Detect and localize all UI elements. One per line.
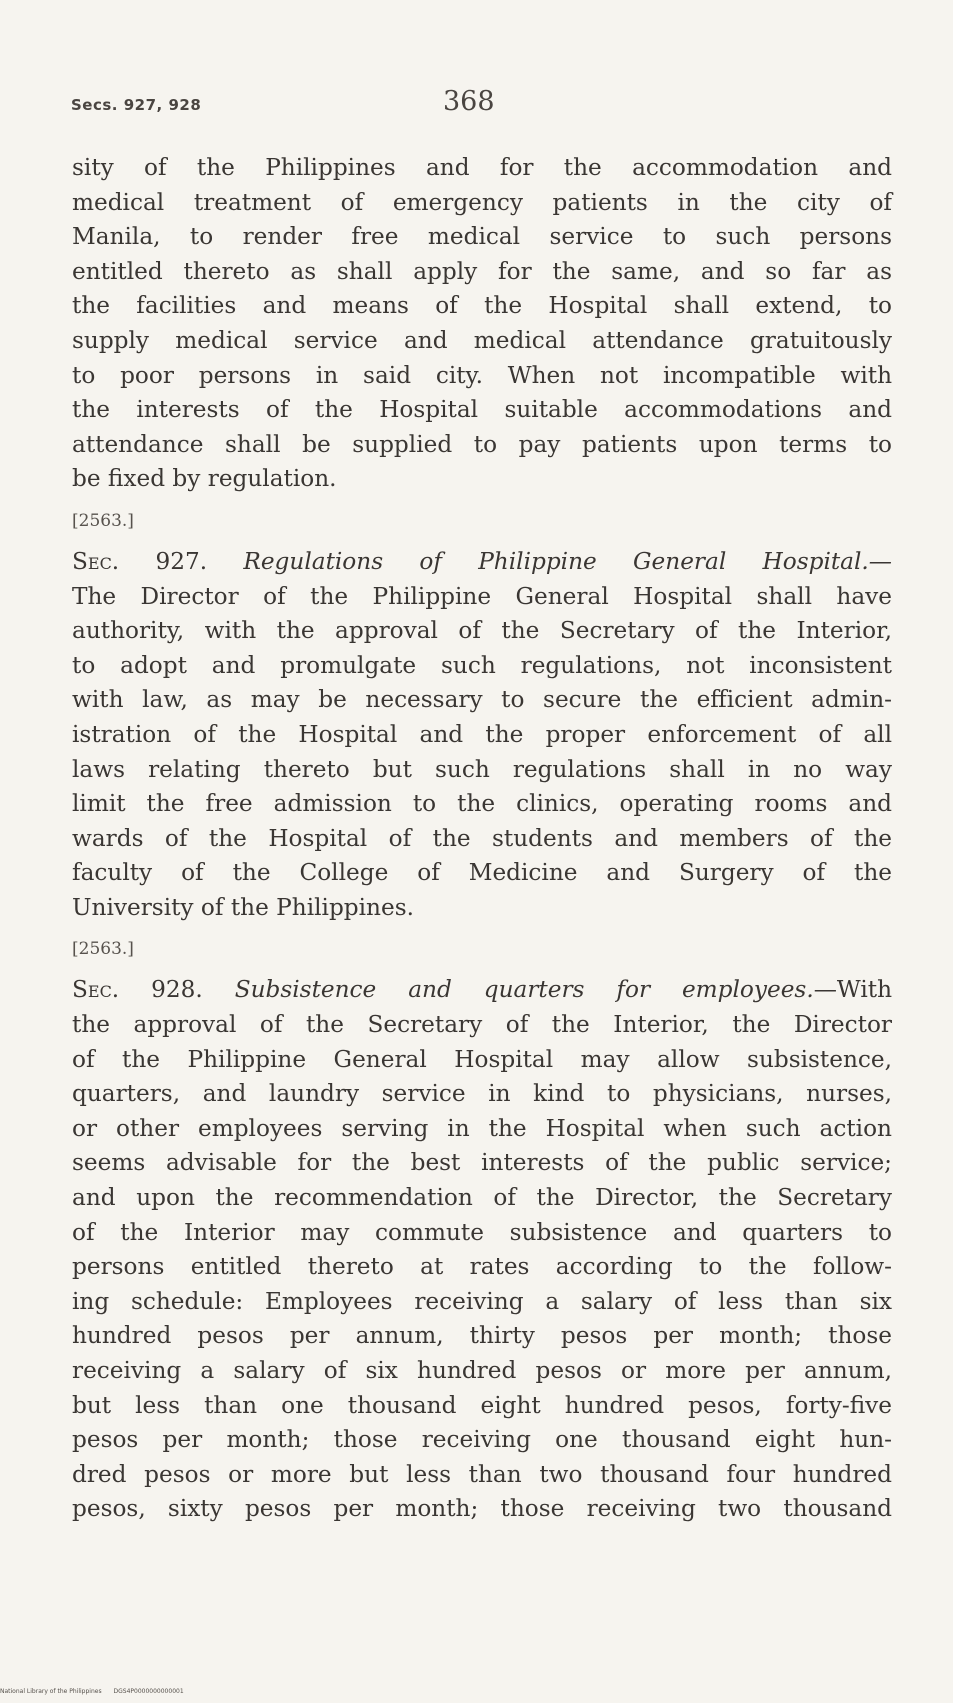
text-line: of the Philippine General Hospital may allow subsistence,: [72, 1045, 892, 1073]
text-line: receiving a salary of six hundred pesos or more per annum,: [72, 1357, 892, 1384]
section-928: [72, 973, 892, 1527]
page-number: 368: [443, 86, 495, 117]
section-heading-line: [72, 545, 892, 580]
section-927: [72, 545, 892, 926]
section-number: Sec. 928.: [72, 976, 203, 1004]
section-lead-text: —With: [813, 976, 892, 1004]
text-line: entitled thereto as shall apply for the same, and so far as: [72, 257, 892, 285]
text-line: wards of the Hospital of the students and members of the: [72, 824, 892, 852]
text-line: faculty of the College of Medicine and Surgery of the: [72, 859, 892, 887]
text-line: dred pesos or more but less than two thousand four hundred: [72, 1460, 892, 1488]
text-line: to poor persons in said city. When not incompatible with: [72, 361, 892, 389]
text-line: The Director of the Philippine General Hospital shall have: [72, 582, 892, 610]
text-line: pesos, sixty pesos per month; those receiving two thousand: [72, 1495, 892, 1523]
text-line: pesos per month; those receiving one thousand eight hun-: [72, 1426, 892, 1454]
text-line: hundred pesos per annum, thirty pesos per month; those: [72, 1322, 892, 1350]
text-line: the approval of the Secretary of the Interior, the Director: [72, 1011, 892, 1039]
text-line: but less than one thousand eight hundred pesos, forty-five: [72, 1391, 892, 1419]
section-reference: Secs. 927, 928: [71, 96, 202, 114]
text-line: attendance shall be supplied to pay patients upon terms to: [72, 430, 892, 458]
text-line: the interests of the Hospital suitable accommodations and: [72, 396, 892, 424]
citation: [2563.]: [72, 939, 134, 960]
text-line: be fixed by regulation.: [72, 465, 337, 493]
text-line: limit the free admission to the clinics, operating rooms and: [72, 790, 892, 818]
text-line: to adopt and promulgate such regulations, not inconsistent: [72, 651, 892, 679]
citation: [2563.]: [72, 510, 134, 531]
page-body: [72, 151, 892, 1527]
page-header: [71, 86, 891, 126]
scan-footer: [0, 1688, 400, 1700]
text-line: persons entitled thereto at rates according to the follow-: [72, 1253, 892, 1281]
text-line: with law, as may be necessary to secure the efficient admin-: [72, 686, 892, 714]
section-heading-line: [72, 973, 892, 1008]
text-line: laws relating thereto but such regulations shall in no way: [72, 755, 892, 783]
paragraph-continued: [72, 151, 892, 497]
text-line: Manila, to render free medical service to such persons: [72, 223, 892, 251]
scan-code: DGS4P0000000000001: [113, 1688, 184, 1695]
section-number: Sec. 927.: [72, 547, 208, 575]
text-line: sity of the Philippines and for the accommodation and: [72, 154, 892, 181]
text-line: and upon the recommendation of the Director, the Secretary: [72, 1184, 892, 1212]
text-line: authority, with the approval of the Secretary of the Interior,: [72, 617, 892, 645]
text-line: or other employees serving in the Hospital when such action: [72, 1114, 892, 1142]
section-caption: Regulations of Philippine General Hospital.—: [243, 547, 892, 575]
text-line: seems advisable for the best interests of the public service;: [72, 1149, 892, 1177]
text-line: ing schedule: Employees receiving a salary of less than six: [72, 1287, 892, 1315]
text-line: quarters, and laundry service in kind to physicians, nurses,: [72, 1080, 892, 1108]
text-line: istration of the Hospital and the proper enforcement of all: [72, 720, 892, 748]
text-line: supply medical service and medical attendance gratuitously: [72, 326, 892, 354]
text-line: University of the Philippines.: [72, 893, 414, 921]
text-line: medical treatment of emergency patients in the city of: [72, 188, 892, 216]
text-line: of the Interior may commute subsistence and quarters to: [72, 1218, 892, 1246]
library-name: National Library of the Philippines: [0, 1688, 102, 1695]
text-line: the facilities and means of the Hospital shall extend, to: [72, 292, 892, 320]
section-caption: Subsistence and quarters for employees.: [234, 976, 814, 1004]
